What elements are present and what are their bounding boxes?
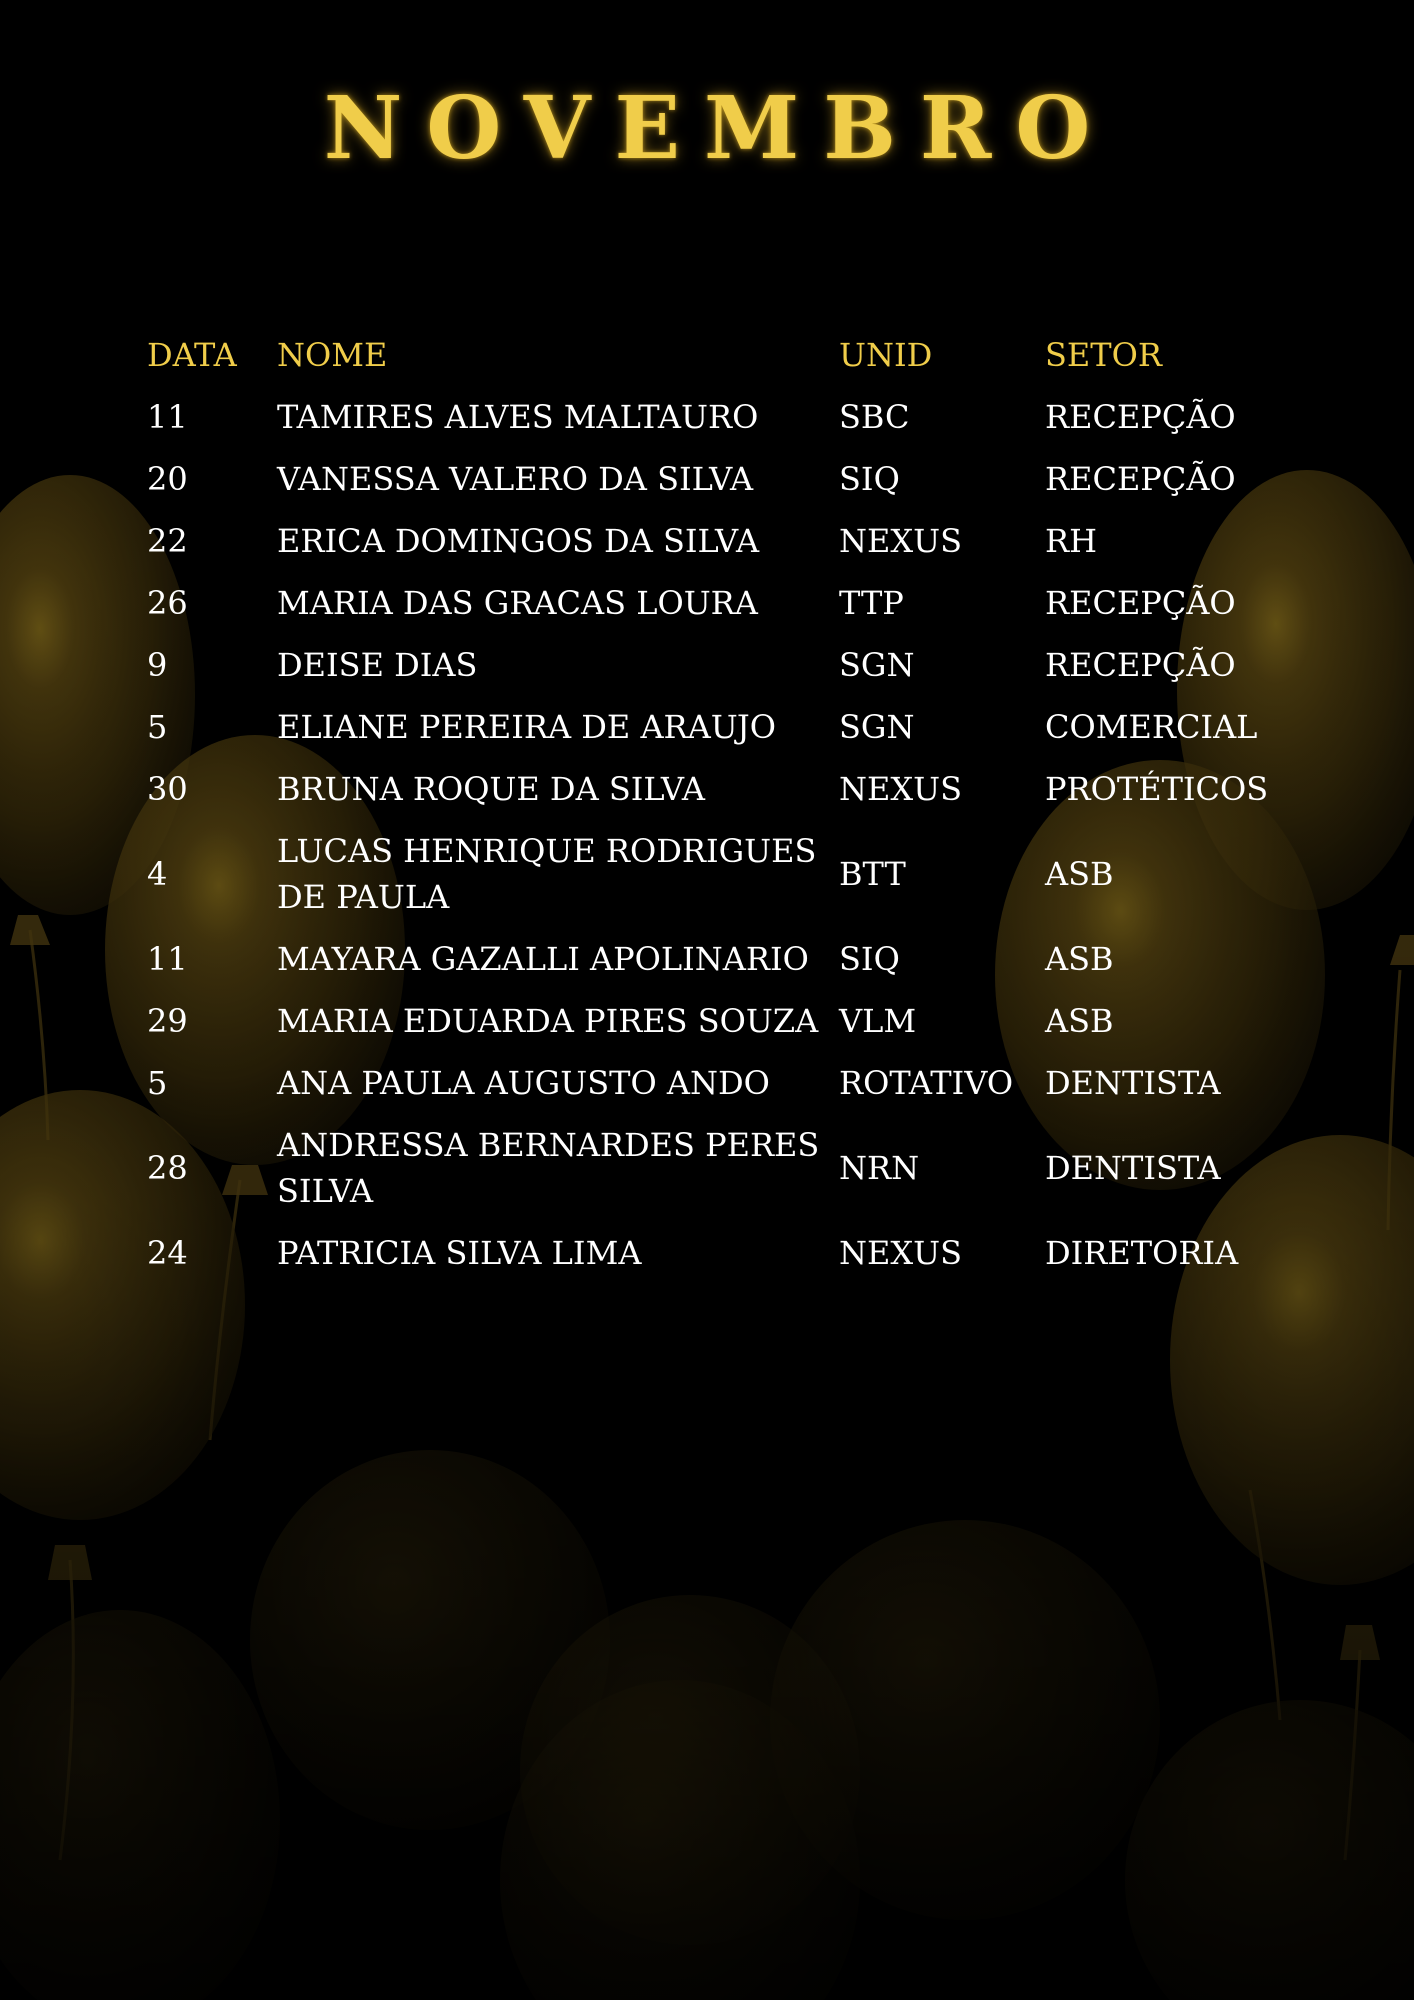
cell-unit: VLM [839,1002,917,1040]
cell-unit: NRN [839,1149,920,1187]
cell-sector: COMERCIAL [1045,708,1258,746]
cell-unit: NEXUS [839,522,963,560]
cell-date: 24 [147,1234,188,1272]
table-row [147,386,1305,448]
cell-date: 28 [147,1149,188,1187]
cell-date: 9 [147,646,168,684]
table-row [147,510,1305,572]
cell-date: 4 [147,855,168,893]
cell-name: MAYARA GAZALLI APOLINARIO [277,940,809,978]
table-row [147,696,1305,758]
cell-sector: DENTISTA [1045,1064,1221,1102]
cell-unit: SBC [839,398,910,436]
table-row [147,758,1305,820]
cell-name: PATRICIA SILVA LIMA [277,1234,642,1272]
cell-unit: SGN [839,708,915,746]
birthday-table [147,324,1305,1284]
cell-unit: SIQ [839,460,900,498]
cell-name: BRUNA ROQUE DA SILVA [277,770,705,808]
cell-date: 29 [147,1002,188,1040]
cell-unit: SIQ [839,940,900,978]
cell-name: VANESSA VALERO DA SILVA [277,460,754,498]
table-row [147,1052,1305,1114]
table-row [147,448,1305,510]
cell-sector: ASB [1045,1002,1114,1040]
cell-name: ELIANE PEREIRA DE ARAUJO [277,708,776,746]
cell-name: TAMIRES ALVES MALTAURO [277,398,759,436]
cell-unit: SGN [839,646,915,684]
cell-sector: PROTÉTICOS [1045,770,1269,808]
page-title: NOVEMBRO [323,78,1115,179]
cell-sector: DIRETORIA [1045,1234,1239,1272]
cell-unit: NEXUS [839,770,963,808]
cell-date: 30 [147,770,188,808]
header-date: DATA [147,336,237,374]
cell-unit: ROTATIVO [839,1064,1014,1102]
cell-sector: ASB [1045,940,1114,978]
table-row [147,634,1305,696]
cell-sector: RH [1045,522,1097,560]
header-name: NOME [277,336,388,374]
cell-name: ERICA DOMINGOS DA SILVA [277,522,760,560]
table-row [147,928,1305,990]
cell-date: 20 [147,460,188,498]
cell-unit: TTP [839,584,904,622]
cell-date: 5 [147,708,168,746]
cell-date: 11 [147,940,188,978]
cell-name: DEISE DIAS [277,646,478,684]
cell-name: MARIA DAS GRACAS LOURA [277,584,758,622]
cell-name: ANA PAULA AUGUSTO ANDO [277,1064,770,1102]
header-sector: SETOR [1045,336,1162,374]
cell-sector: RECEPÇÃO [1045,584,1236,622]
table-row [147,1222,1305,1284]
cell-date: 26 [147,584,188,622]
header-unit: UNID [839,336,933,374]
table-row [147,820,1305,928]
cell-unit: NEXUS [839,1234,963,1272]
cell-date: 22 [147,522,188,560]
cell-sector: RECEPÇÃO [1045,646,1236,684]
cell-name: LUCAS HENRIQUE RODRIGUES DE PAULA [277,832,817,916]
cell-name: ANDRESSA BERNARDES PERES SILVA [277,1126,820,1210]
table-row [147,990,1305,1052]
cell-date: 5 [147,1064,168,1102]
table-header-row [147,324,1305,386]
cell-date: 11 [147,398,188,436]
table-row [147,1114,1305,1222]
cell-unit: BTT [839,855,906,893]
cell-sector: ASB [1045,855,1114,893]
cell-sector: RECEPÇÃO [1045,398,1236,436]
cell-sector: RECEPÇÃO [1045,460,1236,498]
cell-name: MARIA EDUARDA PIRES SOUZA [277,1002,819,1040]
cell-sector: DENTISTA [1045,1149,1221,1187]
table-row [147,572,1305,634]
